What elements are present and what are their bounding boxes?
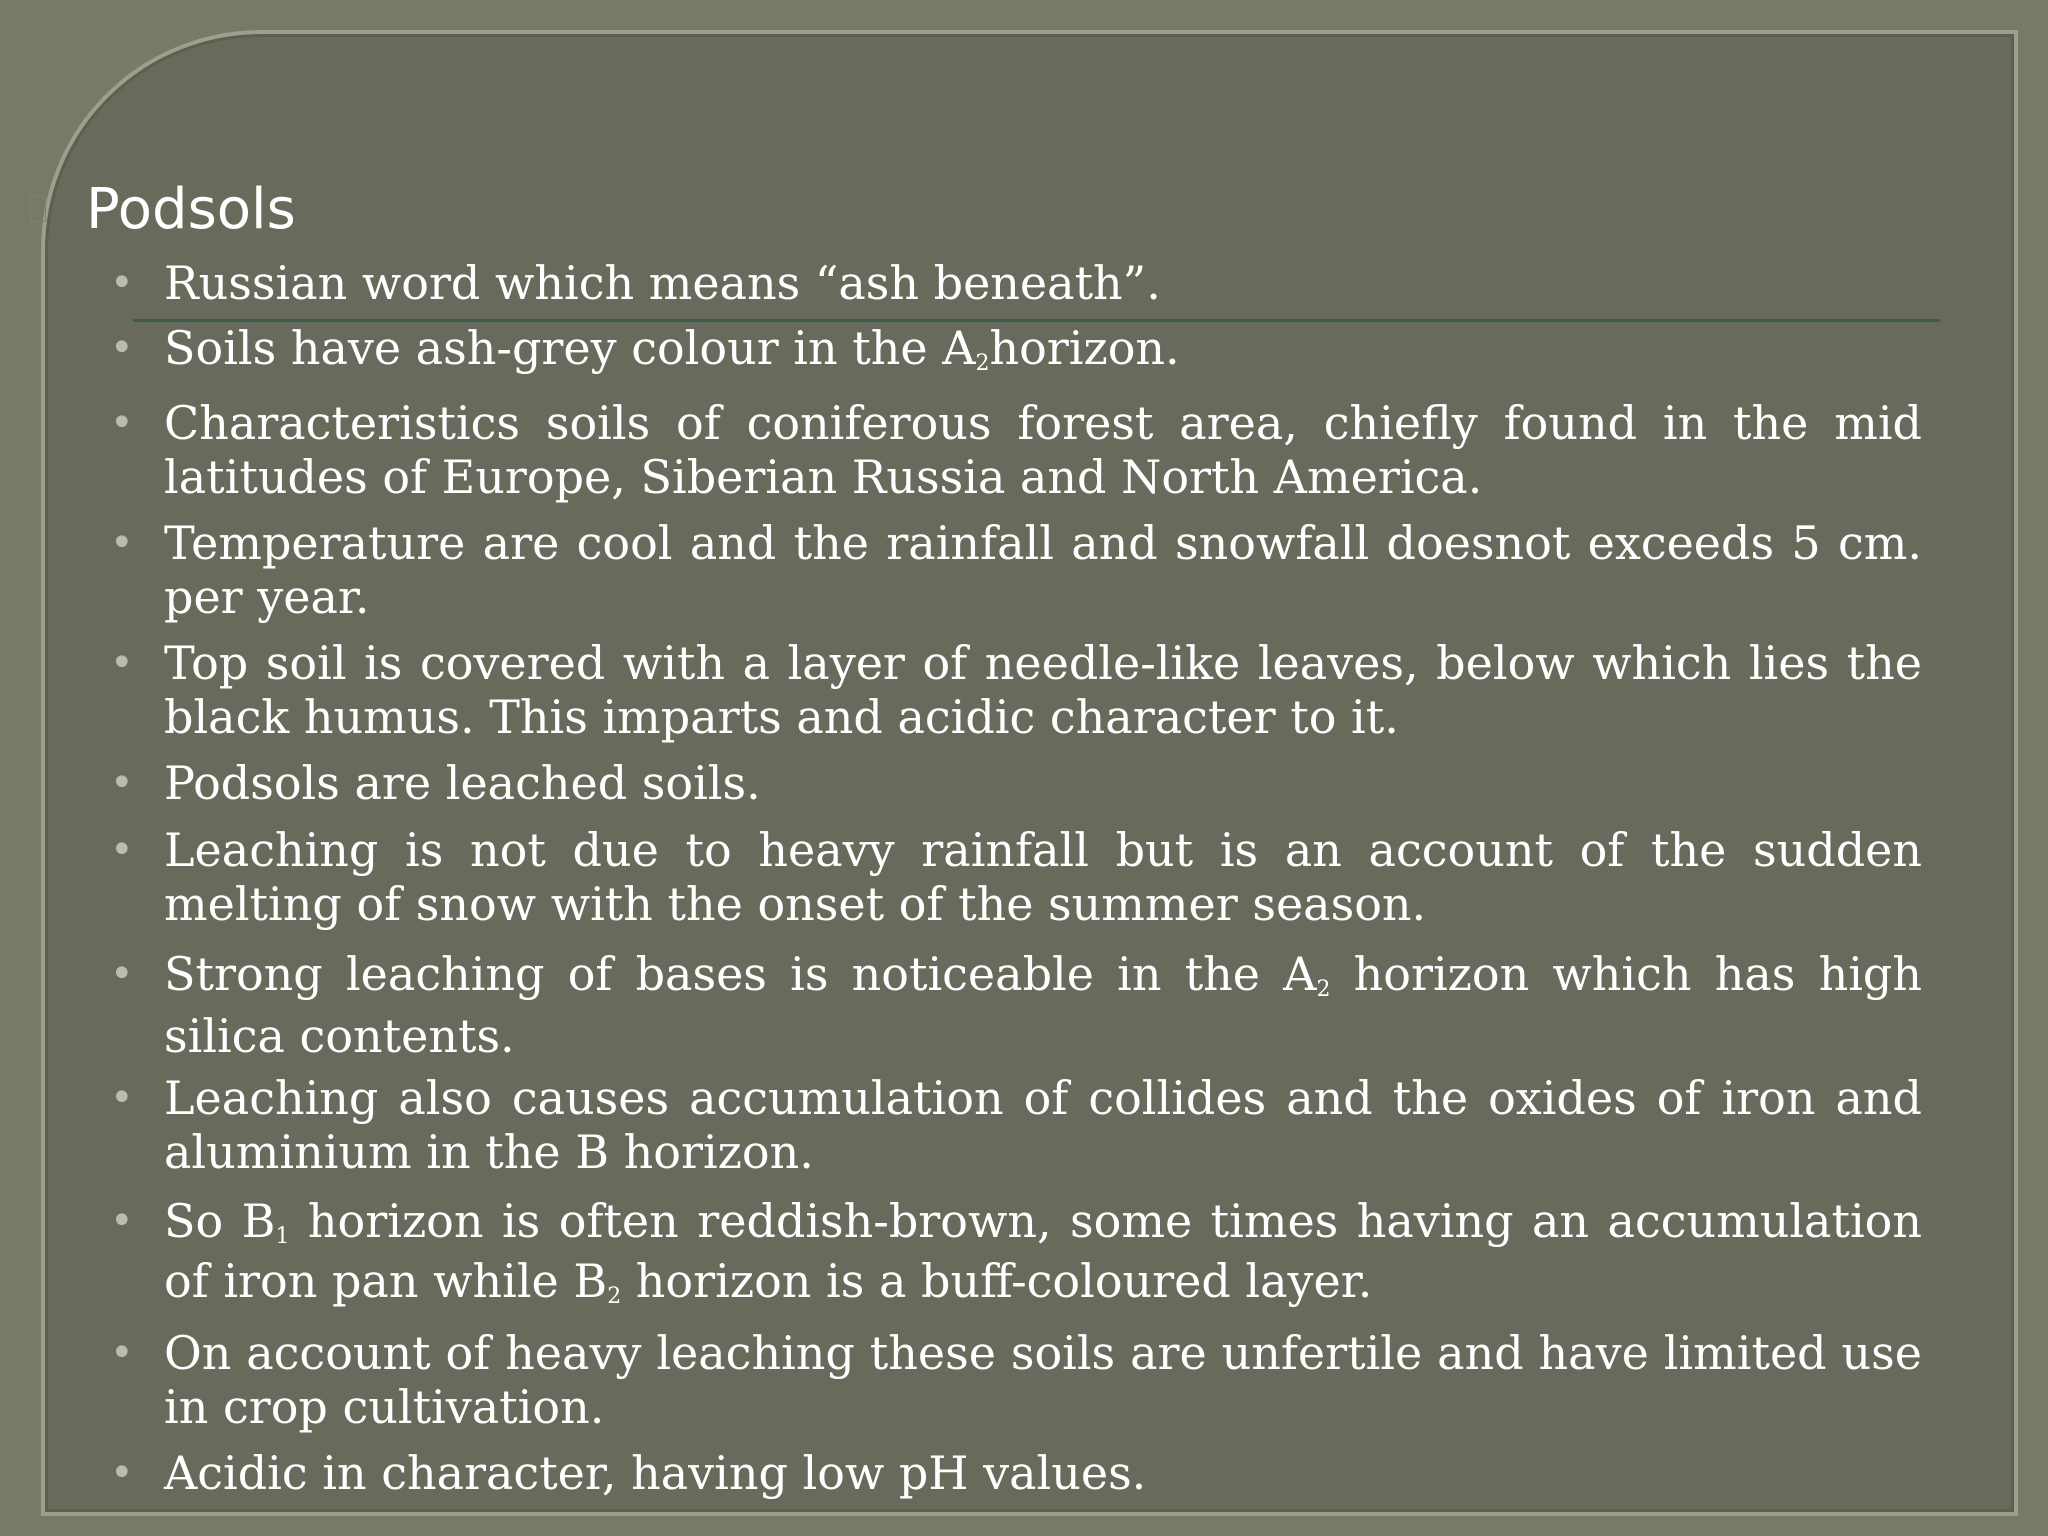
bullet-dot-icon: •	[110, 260, 134, 306]
bullet-dot-icon: •	[110, 951, 134, 997]
bullet-item-12: • Acidic in character, having low pH values.	[110, 1446, 1147, 1500]
slide-title: Podsols	[86, 177, 296, 242]
bullet-item-8: • Strong leaching of bases is noticeable in the $A_2$ horizon which has high silica contents.	[164, 943, 1922, 1067]
bullet-item-5: • Top soil is covered with a layer of needle-like leaves, below which lies the black humus. This imparts and acidic character to it.	[110, 636, 1922, 744]
bullet-dot-icon: •	[110, 325, 134, 371]
bullet-dot-icon: •	[110, 1198, 134, 1244]
bullet-dot-icon: •	[110, 520, 134, 566]
bullet-dot-icon: •	[110, 1075, 134, 1121]
bullet-dot-icon: •	[110, 760, 134, 806]
bullet-dot-icon: •	[110, 640, 134, 686]
bullet-dot-icon: •	[110, 1330, 134, 1376]
bullet-item-2: • Soils have ash-grey colour in the $A_2horizon$.	[110, 321, 1180, 376]
bullet-dot-icon: •	[110, 400, 134, 446]
bullet-item-3: • Characteristics soils of coniferous forest area, chiefly found in the mid latitudes of Europe, Siberian Russia and North America.	[110, 396, 1922, 504]
bullet-item-7: • Leaching is not due to heavy rainfall but is an account of the sudden melting of snow with the onset of the summer season.	[110, 823, 1922, 931]
bullet-dot-icon: •	[110, 827, 134, 873]
bullet-item-9: • Leaching also causes accumulation of collides and the oxides of iron and aluminium in the B horizon.	[110, 1071, 1922, 1179]
bullet-item-11: • On account of heavy leaching these soils are unfertile and have limited use in crop cultivation.	[110, 1326, 1922, 1434]
placeholder-glyph-icon	[30, 196, 46, 222]
bullet-dot-icon: •	[110, 1450, 134, 1496]
bullet-item-4: • Temperature are cool and the rainfall and snowfall doesnot exceeds 5 cm. per year.	[110, 516, 1922, 624]
bullet-item-6: • Podsols are leached soils.	[110, 756, 761, 810]
bullet-item-10: • So $B_1$ horizon is often reddish-brown, some times having an accumulation of iron pan while $B_2$ horizon is a buff-coloured layer.	[164, 1191, 1922, 1311]
bullet-item-1: • Russian word which means “ash beneath”.	[110, 256, 1161, 310]
